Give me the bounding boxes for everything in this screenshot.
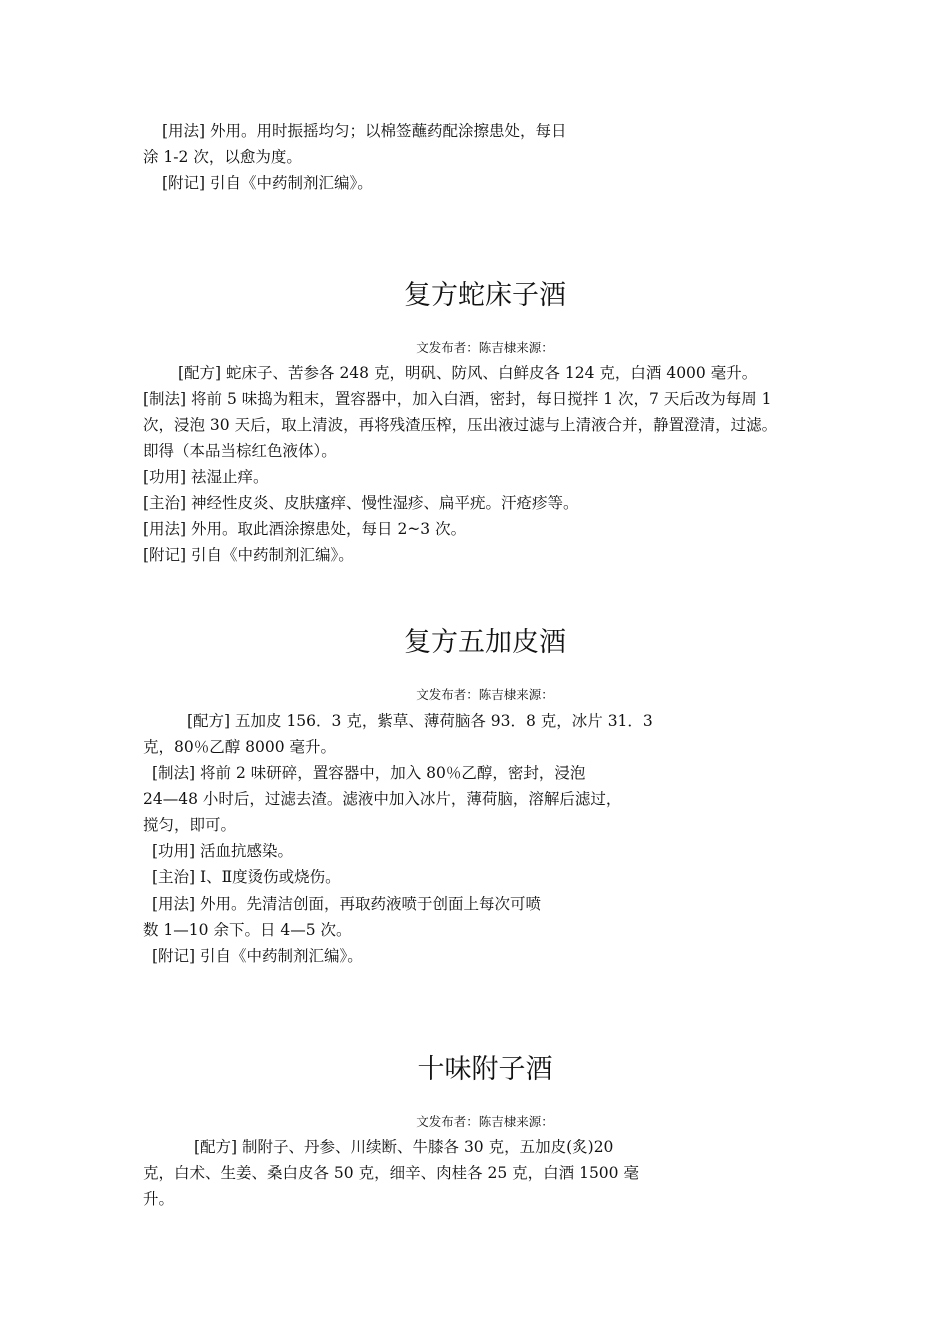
section-line: 克，白术、生姜、桑白皮各 50 克，细辛、肉桂各 25 克，白酒 1500 毫: [143, 1164, 639, 1182]
section-byline: 文发布者：陈吉棣来源：: [416, 1114, 554, 1129]
section-line: [用法] 外用。先清洁创面，再取药液喷于创面上每次可喷: [152, 895, 542, 913]
intro-line: 涂 1-2 次，以愈为度。: [143, 148, 302, 166]
section-line: 升。: [143, 1190, 175, 1208]
section-title: 复方蛇床子酒: [404, 280, 566, 311]
section-line: [功用] 活血抗感染。: [152, 842, 294, 860]
section-byline: 文发布者：陈吉棣来源：: [416, 340, 554, 355]
section-line: 克，80％乙醇 8000 毫升。: [143, 738, 337, 756]
section-line: [功用] 祛湿止痒。: [143, 468, 269, 486]
section-line: [附记] 引自《中药制剂汇编》。: [143, 546, 354, 564]
section-line: 即得（本品当棕红色液体）。: [143, 442, 337, 460]
section-line: 24—48 小时后，过滤去渣。滤液中加入冰片，薄荷脑，溶解后滤过，: [143, 790, 622, 808]
section-title: 十味附子酒: [417, 1054, 553, 1085]
intro-line: [用法] 外用。用时振摇均匀；以棉签蘸药配涂擦患处，每日: [162, 122, 567, 140]
section-line: [配方] 五加皮 156．3 克，紫草、薄荷脑各 93．8 克，冰片 31．3: [187, 712, 653, 730]
section-title: 复方五加皮酒: [404, 627, 566, 658]
section-byline: 文发布者：陈吉棣来源：: [416, 687, 554, 702]
section-line: 次，浸泡 30 天后，取上清波，再将残渣压榨，压出液过滤与上清液合并，静置澄清，过滤。: [143, 416, 778, 434]
section-line: [配方] 蛇床子、苦参各 248 克，明矾、防风、白鲜皮各 124 克，白酒 4000 毫升。: [178, 364, 758, 382]
section-line: [主治] 神经性皮炎、皮肤瘙痒、慢性湿疹、扁平疣。汗疮疹等。: [143, 494, 579, 512]
intro-line: [附记] 引自《中药制剂汇编》。: [162, 174, 373, 192]
section-line: [主治] Ⅰ、Ⅱ度烫伤或烧伤。: [152, 868, 341, 886]
section-line: [配方] 制附子、丹参、川续断、牛膝各 30 克，五加皮(炙)20: [194, 1138, 614, 1156]
section-line: 搅匀，即可。: [143, 816, 237, 834]
section-line: [附记] 引自《中药制剂汇编》。: [152, 947, 363, 965]
section-line: [制法] 将前 5 味捣为粗末，置容器中，加入白酒，密封，每日搅拌 1 次，7 天后改为每周 1: [143, 390, 772, 408]
section-line: [制法] 将前 2 味研碎，置容器中，加入 80％乙醇，密封，浸泡: [152, 764, 586, 782]
section-line: [用法] 外用。取此酒涂擦患处，每日 2~3 次。: [143, 520, 467, 538]
section-line: 数 1—10 余下。日 4—5 次。: [143, 921, 352, 939]
